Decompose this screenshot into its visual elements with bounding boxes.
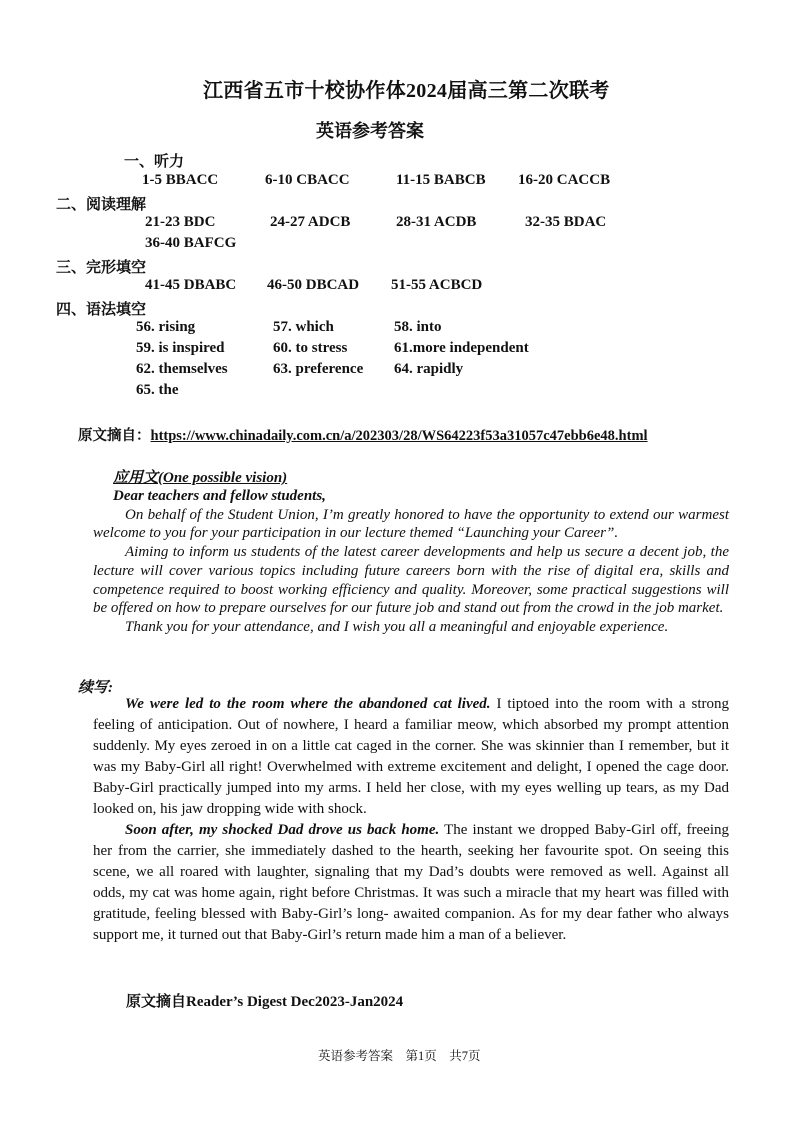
answer-item: 63. preference (273, 361, 364, 377)
section-label-cloze: 三、完形填空 (56, 260, 147, 276)
answer-group: 36-40 BAFCG (145, 235, 237, 251)
story-lead: We were led to the room where the abandoned cat lived. (125, 696, 491, 712)
story-text: The instant we dropped Baby-Girl off, freeing her from the carrier, she immediately dashed to the hearth, seeking her favourite spot. On seeing this scene, we all roared with laughter, signaling that my Dad’s doubts were removed as well. Against all odds, my cat was home again, right before Christmas. It was such a miracle that my heart was filled with gratitude, feeling blessed with Baby-Girl’s long- awaited companion. As for my dear father who always support me, it turned out that Baby-Girl’s return made him a man of a believer. (93, 822, 730, 943)
answer-group: 21-23 BDC (145, 214, 216, 230)
answer-item: 58. into (394, 319, 442, 335)
answer-group: 51-55 ACBCD (391, 277, 483, 293)
section-label-listening: 一、听力 (124, 154, 185, 170)
continuation-label: 续写: (78, 680, 113, 696)
page-title: 江西省五市十校协作体2024届高三第二次联考 (203, 80, 610, 102)
essay-paragraph: On behalf of the Student Union, I’m greatly honored to have the opportunity to extend our warmest welcome to you for your participation in our lecture themed “Launching your Career”. (93, 506, 729, 542)
answer-group: 16-20 CACCB (518, 172, 611, 188)
page-subtitle: 英语参考答案 (316, 121, 424, 141)
source-url-link[interactable]: https://www.chinadaily.com.cn/a/202303/28/WS64223f53a31057c47ebb6e48.html (150, 428, 648, 444)
essay-body (93, 487, 729, 637)
answer-group: 28-31 ACDB (396, 214, 477, 230)
answer-item: 59. is inspired (136, 340, 225, 356)
continuation-body (93, 694, 729, 946)
essay-heading: 应用文(One possible vision) (113, 470, 288, 486)
answer-group: 11-15 BABCB (396, 172, 486, 188)
section-label-reading: 二、阅读理解 (56, 197, 147, 213)
source-citation-2: 原文摘自Reader’s Digest Dec2023-Jan2024 (126, 994, 404, 1010)
section-label-grammar: 四、语法填空 (56, 302, 147, 318)
answer-group: 41-45 DBABC (145, 277, 237, 293)
source-label: 原文摘自： (78, 428, 151, 444)
answer-item: 56. rising (136, 319, 196, 335)
answer-item: 57. which (273, 319, 334, 335)
essay-paragraph: Aiming to inform us students of the latest career developments and help us secure a decent job, the lecture will cover various topics including future careers born with the rise of digital era, skills and competence required to boost working efficiency and quality. Moreover, some practical suggestions will be offered on how to prepare ourselves for our future job and stand out from the crowd in the job market. (93, 544, 729, 617)
story-text: I tiptoed into the room with a strong feeling of anticipation. Out of nowhere, I heard a familiar meow, which absorbed my prompt attention suddenly. My eyes zeroed in on a little cat caged in the corner. She was skinnier than I remember, but it was my Baby-Girl all right! Overwhelmed with extreme excitement and delight, I opened the cage door. Baby-Girl practically jumped into my arms. I held her close, with my eyes welling up tears, as my Dad looked on, his jaw dropping wide with shock. (93, 696, 729, 817)
page-footer: 英语参考答案 第1页 共7页 (318, 1049, 481, 1063)
source-citation (78, 424, 648, 445)
answer-item: 61.more independent (394, 340, 529, 356)
essay-paragraph: Thank you for your attendance, and I wish you all a meaningful and enjoyable experience. (125, 618, 669, 635)
story-paragraph (93, 694, 729, 820)
answer-group: 6-10 CBACC (265, 172, 350, 188)
answer-group: 46-50 DBCAD (267, 277, 360, 293)
answer-item: 65. the (136, 382, 179, 398)
answer-group: 24-27 ADCB (270, 214, 351, 230)
essay-salutation: Dear teachers and fellow students, (113, 488, 326, 504)
answer-item: 60. to stress (273, 340, 348, 356)
answer-item: 62. themselves (136, 361, 228, 377)
answer-group: 1-5 BBACC (142, 172, 219, 188)
answer-group: 32-35 BDAC (525, 214, 607, 230)
answer-item: 64. rapidly (394, 361, 464, 377)
story-lead: Soon after, my shocked Dad drove us back home. (125, 822, 440, 838)
story-paragraph (93, 820, 729, 946)
